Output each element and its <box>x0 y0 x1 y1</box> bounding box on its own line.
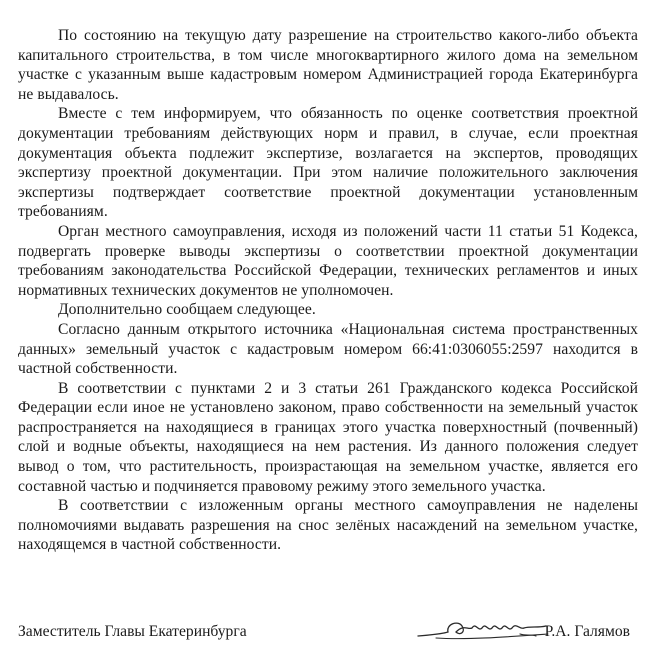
signer-title: Заместитель Главы Екатеринбурга <box>18 623 247 640</box>
paragraph-permit-status: По состоянию на текущую дату разрешение на строительство какого-либо объекта капитального строительства, в том числе многоквартирного жилого дома на земельном участке с указанным выше кадастровым номером Администрацией города Екатеринбурга не выдавалось. <box>18 27 638 103</box>
signature-block <box>18 620 638 644</box>
paragraph-civil-code: В соответствии с пунктами 2 и 3 статьи 261 Гражданского кодекса Российской Федерации если иное не установлено законом, право собственности на земельный участок распространяется на находящиеся в границах этого участка поверхностный (почвенный) слой и водные объекты, находящиеся на нем растения. Из данного положения следует вывод о том, что растительность, произрастающая на земельном участке, является его составной частью и подчиняется правовому режиму этого земельного участка. <box>18 379 638 495</box>
paragraph-additional-info: Дополнительно сообщаем следующее. <box>58 301 316 319</box>
paragraph-cadastral-ownership: Согласно данным открытого источника «Национальная система пространственных данных» земельный участок с кадастровым номером 66:41:0306055:2597 находится в частной собственности. <box>18 320 638 378</box>
paragraph-local-authority: Орган местного самоуправления, исходя из положений части 11 статьи 51 Кодекса, подвергать проверке выводы экспертизы о соответствии проектной документации требованиям законодательства Российской Федерации, технических регламентов и иных нормативных технических документов не уполномочен. <box>18 222 638 299</box>
document-body <box>18 26 638 555</box>
paragraph-conclusion: В соответствии с изложенным органы местного самоуправления не наделены полномочиями выдавать разрешения на снос зелёных насаждений на земельном участке, находящемся в частной собственности. <box>18 497 638 554</box>
signer-name: Р.А. Галямов <box>544 623 630 640</box>
paragraph-expertise-obligation: Вместе с тем информируем, что обязанность по оценке соответствия проектной документации требованиям действующих норм и правил, в случае, если проектная документация объекта подлежит экспертизе, возлагается на экспертов, проводящих экспертизу проектной документации. При этом наличие положительного заключения экспертизы подтверждает соответствие проектной документации установленным требованиям. <box>18 105 638 221</box>
handwritten-signature <box>416 610 556 644</box>
